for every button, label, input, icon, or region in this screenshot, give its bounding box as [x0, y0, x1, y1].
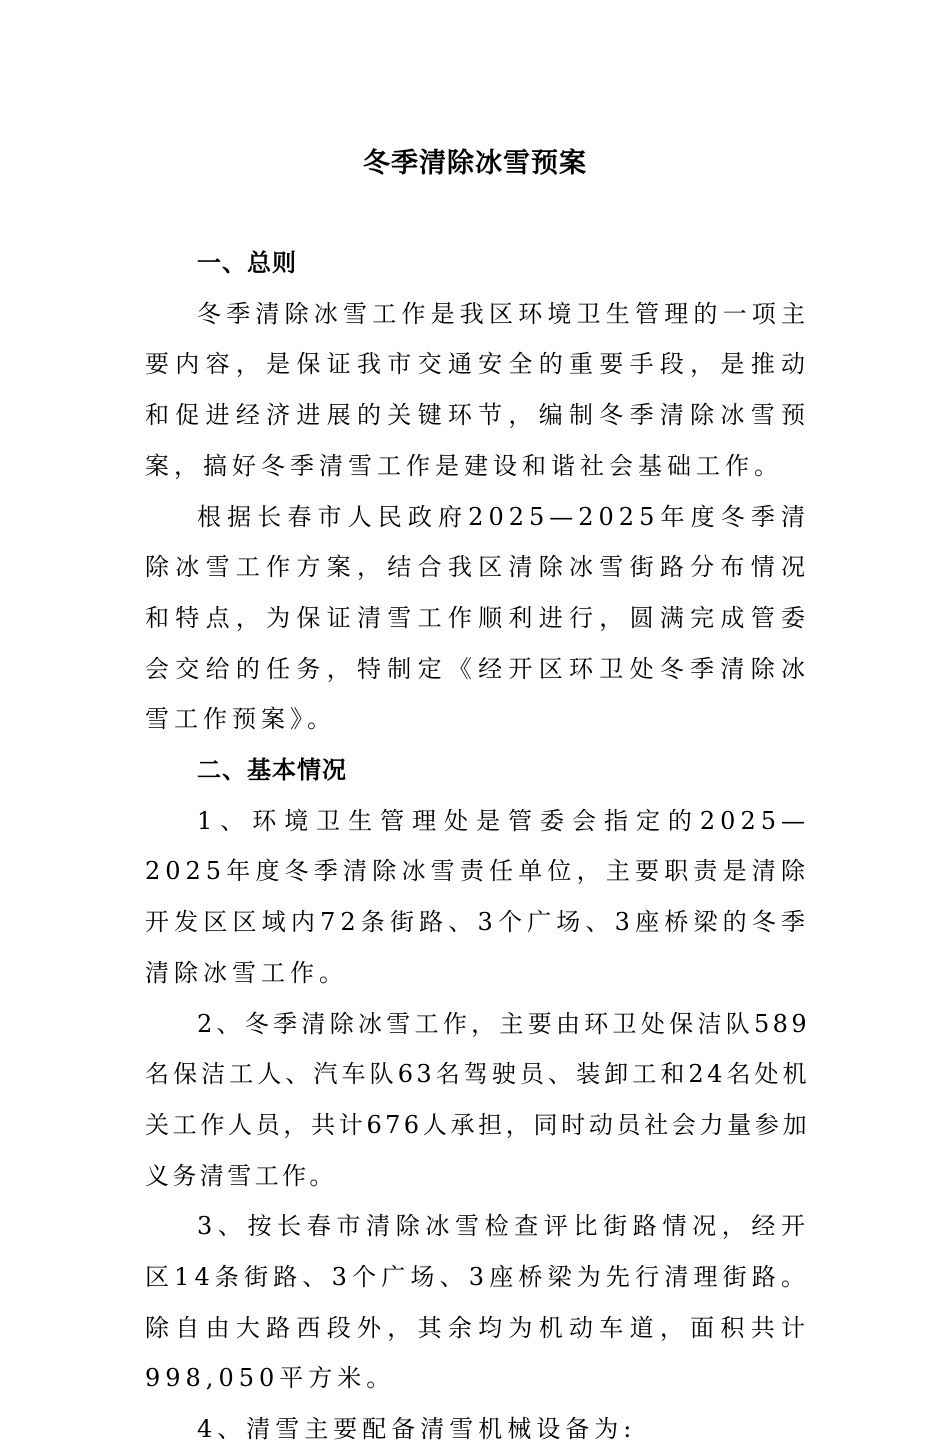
- document-body: [145, 238, 810, 1455]
- paragraph: 根据长春市人民政府2025—2025年度冬季清除冰雪工作方案，结合我区清除冰雪街路分布情况和特点，为保证清雪工作顺利进行，圆满完成管委会交给的任务，特制定《经开区环卫处冬季清除冰雪工作预案》。: [145, 502, 810, 734]
- section-heading-basic-situation: 二、基本情况: [197, 755, 347, 785]
- paragraph: 4、清雪主要配备清雪机械设备为:: [197, 1415, 637, 1444]
- document-title: 冬季清除冰雪预案: [363, 148, 587, 179]
- paragraph: 1、环境卫生管理处是管委会指定的2025—2025年度冬季清除冰雪责任单位，主要职责是清除开发区区域内72条街路、3个广场、3座桥梁的冬季清除冰雪工作。: [145, 806, 810, 987]
- paragraph: 3、按长春市清除冰雪检查评比街路情况，经开区14条街路、3个广场、3座桥梁为先行清理街路。除自由大路西段外，其余均为机动车道，面积共计998,050平方米。: [145, 1212, 810, 1393]
- section-heading-general: 一、总则: [197, 248, 297, 277]
- paragraph: 2、冬季清除冰雪工作，主要由环卫处保洁队589名保洁工人、汽车队63名驾驶员、装卸工和24名处机关工作人员，共计676人承担，同时动员社会力量参加义务清雪工作。: [145, 1009, 810, 1190]
- paragraph: 冬季清除冰雪工作是我区环境卫生管理的一项主要内容，是保证我市交通安全的重要手段，是推动和促进经济进展的关键环节，编制冬季清除冰雪预案，搞好冬季清雪工作是建设和谐社会基础工作。: [145, 299, 810, 480]
